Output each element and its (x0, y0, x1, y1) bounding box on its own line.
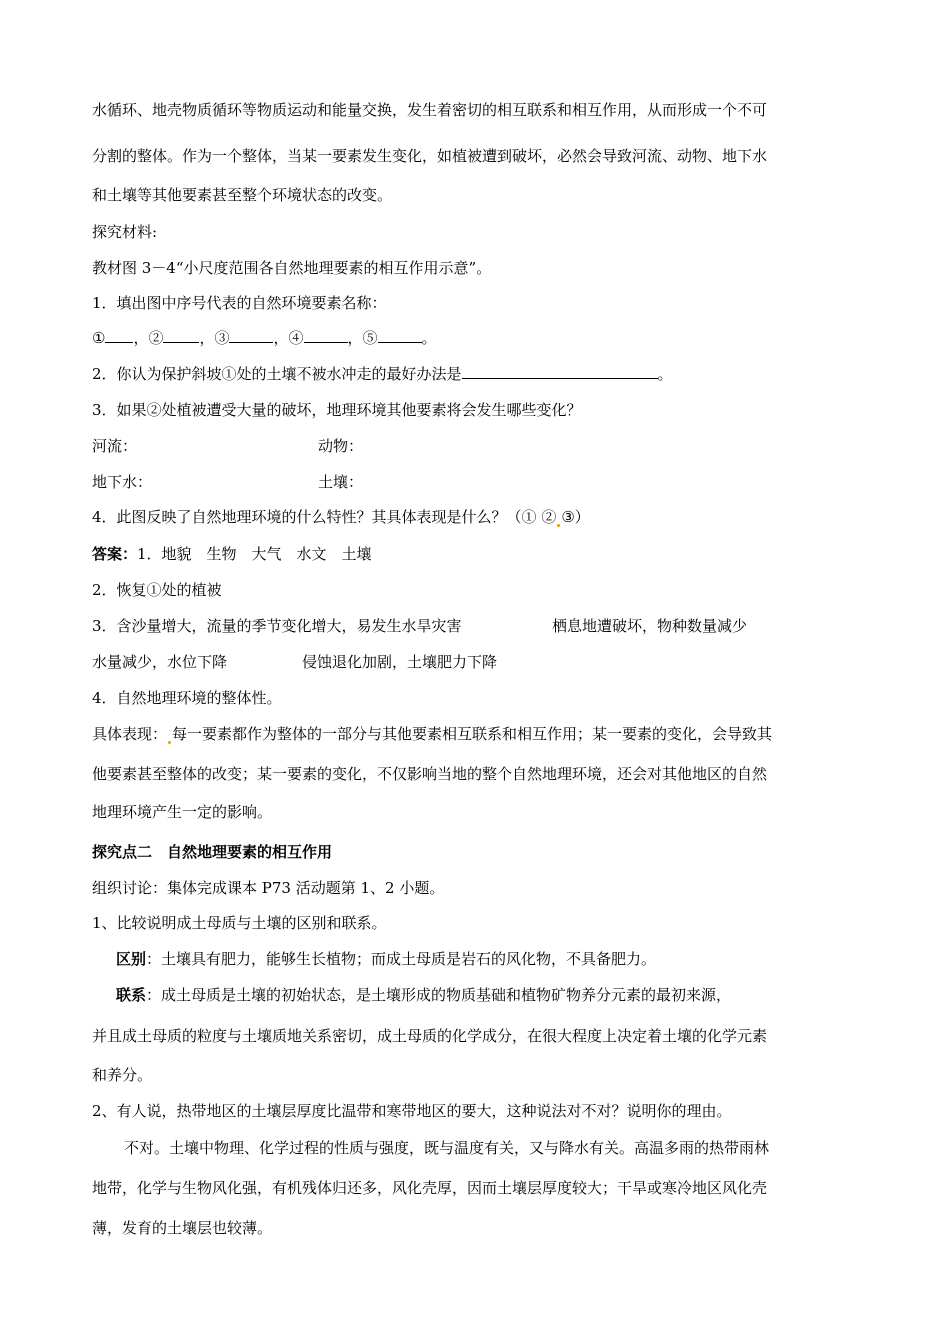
link-line-1: 联系：成土母质是土壤的初始状态，是土壤形成的物质基础和植物矿物养分元素的最初来源， (116, 986, 732, 1004)
detail-line-2: 他要素甚至整体的改变；某一要素的变化，不仅影响当地的整个自然地理环境，还会对其他地区的自然 (92, 765, 768, 783)
blank-label: ，② (133, 329, 164, 347)
answer-3b-left: 水量减少，水位下降 (92, 653, 228, 671)
answer-4: 4．自然地理环境的整体性。 (92, 689, 282, 707)
question-4: 4．此图反映了自然地理环境的什么特性？其具体表现是什么？（① ② ③） (92, 508, 590, 526)
blank-label: ，③ (199, 329, 230, 347)
difference-label: 区别 (116, 950, 147, 968)
label-groundwater: 地下水： (92, 473, 153, 491)
detail-line-1: 具体表现： 每一要素都作为整体的一部分与其他要素相互联系和相互作用；某一要素的变化，会导致其 (92, 725, 773, 743)
blank-label: ，④ (273, 329, 304, 347)
material-label: 探究材料: (92, 223, 158, 241)
label-animal: 动物： (318, 437, 364, 455)
question-3: 3．如果②处植被遭受大量的破坏，地理环境其他要素将会发生哪些变化？ (92, 401, 582, 419)
annotation-dot (168, 741, 171, 744)
fill-blank-2[interactable] (163, 328, 199, 343)
answer-label: 答案： (92, 545, 138, 563)
fill-blank-3[interactable] (229, 328, 273, 343)
answer-line-3: 薄，发育的土壤层也较薄。 (92, 1219, 273, 1237)
answer-3-left: 3．含沙量增大，流量的季节变化增大，易发生水旱灾害 (92, 617, 462, 635)
material-text: 教材图 3－4“小尺度范围各自然地理要素的相互作用示意”。 (92, 259, 492, 277)
answer-line-2: 地带，化学与生物风化强，有机残体归还多，风化壳厚，因而土壤层厚度较大；干旱或寒冷地区风化壳 (92, 1179, 768, 1197)
question-2: 2．你认为保护斜坡①处的土壤不被水冲走的最好办法是 。 (92, 365, 673, 383)
answer-line-1: 不对。土壤中物理、化学过程的性质与强度，既与温度有关，又与降水有关。高温多雨的热带雨林 (124, 1139, 770, 1157)
discussion-text: 组织讨论：集体完成课本 P73 活动题第 1、2 小题。 (92, 879, 445, 897)
label-soil: 土壤： (318, 473, 364, 491)
answer-3-right: 栖息地遭破坏，物种数量减少 (552, 617, 748, 635)
paragraph-line: 和土壤等其他要素甚至整个环境状态的改变。 (92, 186, 393, 204)
link-line-3: 和养分。 (92, 1066, 153, 1084)
section2-question-1: 1、比较说明成土母质与土壤的区别和联系。 (92, 914, 387, 932)
paragraph-line: 水循环、地壳物质循环等物质运动和能量交换，发生着密切的相互联系和相互作用，从而形成一个不可 (92, 101, 768, 119)
blank-label: ① (92, 329, 106, 347)
section-heading: 探究点二 自然地理要素的相互作用 (92, 843, 333, 861)
difference-line: 区别：土壤具有肥力，能够生长植物；而成土母质是岩石的风化物，不具备肥力。 (116, 950, 657, 968)
answer-3b-right: 侵蚀退化加剧，土壤肥力下降 (302, 653, 498, 671)
fill-blank-1[interactable] (105, 328, 133, 343)
fill-blank-5[interactable] (378, 328, 422, 343)
link-line-2: 并且成土母质的粒度与土壤质地关系密切，成土母质的化学成分，在很大程度上决定着土壤的化学元素 (92, 1027, 768, 1045)
detail-line-3: 地理环境产生一定的影响。 (92, 803, 273, 821)
question-1: 1．填出图中序号代表的自然环境要素名称： (92, 294, 387, 312)
section2-question-2: 2、有人说，热带地区的土壤层厚度比温带和寒带地区的要大，这种说法对不对？说明你的理由。 (92, 1102, 732, 1120)
blank-label: ，⑤ (347, 329, 378, 347)
label-river: 河流： (92, 437, 138, 455)
answer-1: 答案：1．地貌 生物 大气 水文 土壤 (92, 545, 372, 563)
annotation-dot (557, 524, 560, 527)
answer-2: 2．恢复①处的植被 (92, 581, 222, 599)
fill-blank-answer[interactable] (462, 364, 658, 379)
question-1-blanks: ① ，② ，③ ，④ ，⑤ 。 (92, 329, 437, 347)
paragraph-line: 分割的整体。作为一个整体，当某一要素发生变化，如植被遭到破坏，必然会导致河流、动物、地下水 (92, 147, 768, 165)
fill-blank-4[interactable] (304, 328, 348, 343)
link-label: 联系 (116, 986, 147, 1004)
